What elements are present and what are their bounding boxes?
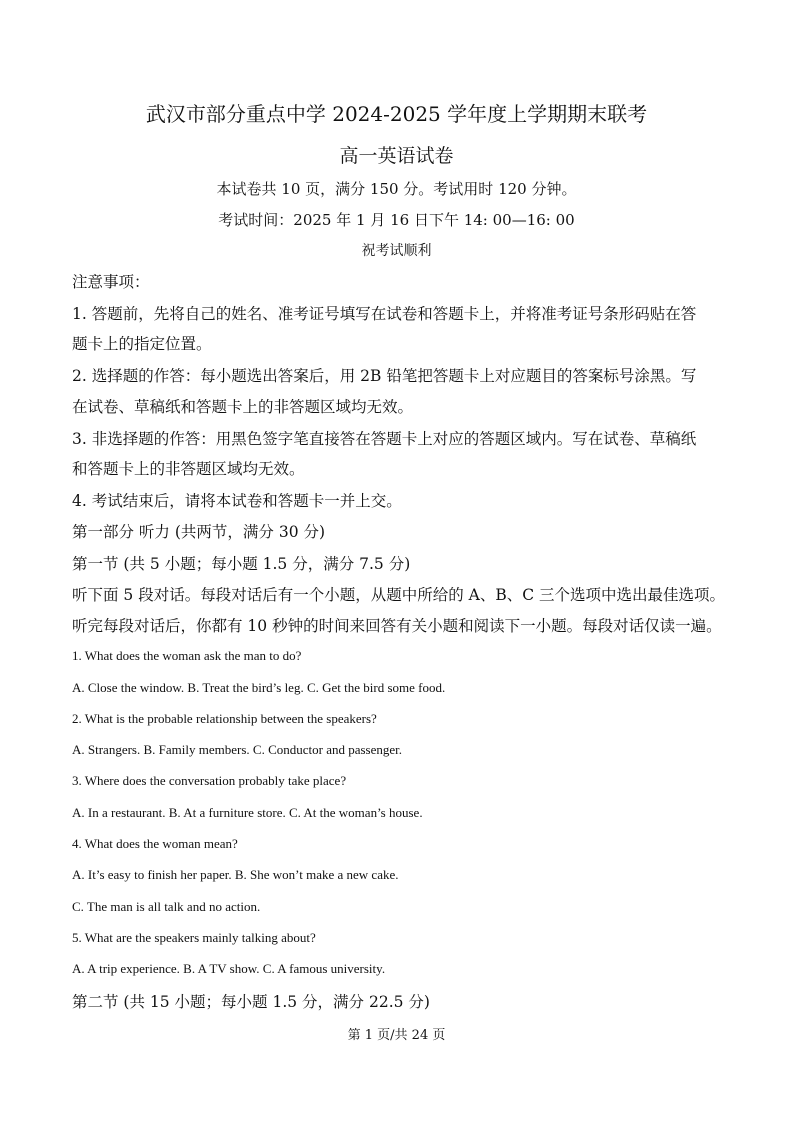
exam-title: 武汉市部分重点中学 2024-2025 学年度上学期期末联考	[145, 102, 648, 126]
instruction-line-2: 听完每段对话后，你都有 10 秒钟的时间来回答有关小题和阅读下一小题。每段对话仅读一遍。	[72, 617, 722, 635]
question-2: 2. What is the probable relationship between the speakers?	[72, 711, 377, 726]
question-3-options: A. In a restaurant. B. At a furniture store. C. At the woman’s house.	[72, 805, 423, 820]
notice-item-1-line-2: 题卡上的指定位置。	[72, 335, 212, 353]
question-1-options: A. Close the window. B. Treat the bird’s leg. C. Get the bird some food.	[72, 680, 446, 695]
page-footer: 第 1 页/共 24 页	[347, 1028, 446, 1043]
question-4-options-ab: A. It’s easy to finish her paper. B. She won’t make a new cake.	[72, 867, 399, 882]
exam-info-pages: 本试卷共 10 页，满分 150 分。考试用时 120 分钟。	[216, 180, 577, 198]
question-4: 4. What does the woman mean?	[72, 836, 238, 851]
notice-heading: 注意事项：	[72, 273, 150, 291]
section2-heading: 第二节 (共 15 小题；每小题 1.5 分，满分 22.5 分)	[72, 993, 430, 1011]
question-3: 3. Where does the conversation probably take place?	[72, 773, 347, 788]
question-2-options: A. Strangers. B. Family members. C. Conductor and passenger.	[72, 742, 403, 757]
exam-wish: 祝考试顺利	[361, 243, 432, 259]
notice-item-3-line-2: 和答题卡上的非答题区域均无效。	[72, 460, 305, 478]
exam-subtitle: 高一英语试卷	[339, 145, 454, 167]
notice-item-2-line-1: 2. 选择题的作答：每小题选出答案后，用 2B 铅笔把答题卡上对应题目的答案标号涂黑。写	[72, 367, 697, 385]
part1-heading: 第一部分 听力 (共两节，满分 30 分)	[72, 523, 326, 541]
notice-item-4: 4. 考试结束后，请将本试卷和答题卡一并上交。	[72, 492, 402, 510]
instruction-line-1: 听下面 5 段对话。每段对话后有一个小题，从题中所给的 A、B、C 三个选项中选出最佳选项。	[72, 586, 726, 604]
question-4-option-c: C. The man is all talk and no action.	[72, 899, 261, 914]
notice-item-3-line-1: 3. 非选择题的作答：用黑色签字笔直接答在答题卡上对应的答题区域内。写在试卷、草稿纸	[72, 430, 697, 448]
exam-info-time: 考试时间：2025 年 1 月 16 日下午 14: 00—16: 00	[218, 211, 575, 229]
notice-item-1-line-1: 1. 答题前，先将自己的姓名、准考证号填写在试卷和答题卡上，并将准考证号条形码贴在答	[72, 305, 697, 323]
section1-heading: 第一节 (共 5 小题；每小题 1.5 分，满分 7.5 分)	[72, 555, 411, 573]
question-5-options: A. A trip experience. B. A TV show. C. A famous university.	[72, 961, 386, 976]
notice-item-2-line-2: 在试卷、草稿纸和答题卡上的非答题区域均无效。	[72, 398, 414, 416]
question-1: 1. What does the woman ask the man to do?	[72, 648, 302, 663]
question-5: 5. What are the speakers mainly talking about?	[72, 930, 316, 945]
